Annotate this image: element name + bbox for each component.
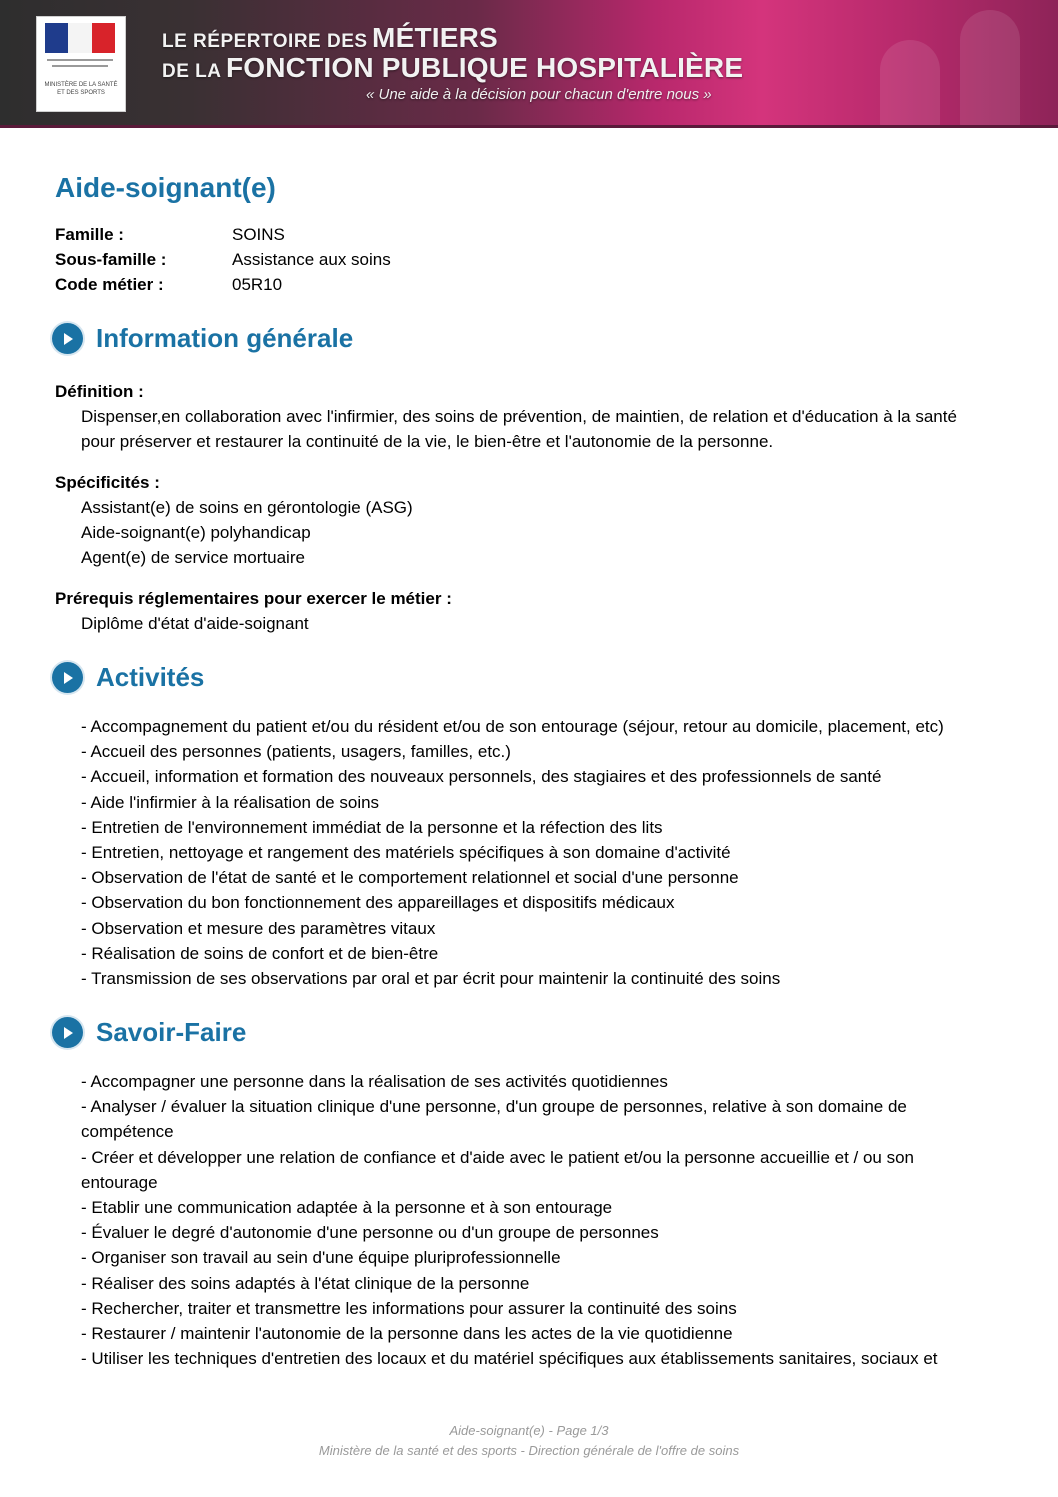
list-item: - Créer et développer une relation de confiance et d'aide avec le patient et/ou la personne accueillie et / ou son <box>81 1147 915 1167</box>
list-item: - Analyser / évaluer la situation clinique d'une personne, d'un groupe de personnes, relative à son domaine de <box>81 1097 907 1117</box>
silhouette-decoration <box>960 10 1020 128</box>
section-heading-savoir-faire: Savoir-Faire <box>52 1015 246 1049</box>
silhouette-decoration <box>880 40 940 128</box>
list-item: - Rechercher, traiter et transmettre les informations pour assurer la continuité des soins <box>81 1298 737 1318</box>
section-bullet-icon <box>52 662 83 693</box>
section-bullet-icon <box>52 323 83 354</box>
list-item: compétence <box>81 1122 174 1142</box>
section-heading-information: Information générale <box>52 321 353 355</box>
list-item: - Restaurer / maintenir l'autonomie de la personne dans les actes de la vie quotidienne <box>81 1324 733 1344</box>
list-item: - Accompagner une personne dans la réalisation de ses activités quotidiennes <box>81 1072 668 1091</box>
list-item: - Entretien de l'environnement immédiat de la personne et la réfection des lits <box>81 817 663 837</box>
list-item: - Observation du bon fonctionnement des appareillages et dispositifs médicaux <box>81 893 675 913</box>
footer-ministry: Ministère de la santé et des sports - Direction générale de l'offre de soins <box>318 1443 740 1458</box>
specificite-item: Agent(e) de service mortuaire <box>81 548 305 567</box>
specificite-item: Aide-soignant(e) polyhandicap <box>81 523 311 542</box>
list-item: - Aide l'infirmier à la réalisation de soins <box>81 792 380 812</box>
activites-list <box>81 714 1011 991</box>
list-item: - Entretien, nettoyage et rangement des matériels spécifiques à son domaine d'activité <box>81 843 731 863</box>
savoir-faire-list <box>81 1069 1011 1371</box>
list-item: - Organiser son travail au sein d'une équipe pluriprofessionnelle <box>81 1248 561 1268</box>
list-item: - Observation et mesure des paramètres vitaux <box>81 918 436 938</box>
list-item: - Accueil des personnes (patients, usagers, familles, etc.) <box>81 742 511 762</box>
prerequis-label: Prérequis réglementaires pour exercer le métier : <box>55 589 452 608</box>
page-title: Aide-soignant(e) <box>55 172 276 203</box>
list-item: - Observation de l'état de santé et le comportement relationnel et social d'une personne <box>81 868 739 888</box>
list-item: entourage <box>81 1172 158 1192</box>
banner-tagline: « Une aide à la décision pour chacun d'entre nous » <box>366 86 712 103</box>
section-bullet-icon <box>52 1017 83 1048</box>
flag-icon <box>45 23 115 53</box>
logo-caption: MINISTÈRE DE LA SANTÉ ET DES SPORTS <box>44 82 118 96</box>
meta-row-sous-famille: Sous-famille : Assistance aux soins <box>55 250 391 269</box>
job-meta <box>55 222 391 297</box>
ministry-logo <box>36 16 126 112</box>
section-heading-activites: Activités <box>52 660 204 694</box>
banner-title-line2: DE LA FONCTION PUBLIQUE HOSPITALIÈRE <box>162 52 744 83</box>
banner-title-line1: LE RÉPERTOIRE DES MÉTIERS <box>162 22 498 53</box>
meta-row-code-metier: Code métier : 05R10 <box>55 275 283 294</box>
prerequis-block <box>55 586 452 636</box>
list-item: - Accompagnement du patient et/ou du résident et/ou de son entourage (séjour, retour au domicile, placement, etc) <box>81 717 944 736</box>
header-banner <box>0 0 1058 128</box>
specificites-block <box>55 470 413 570</box>
list-item: - Réaliser des soins adaptés à l'état clinique de la personne <box>81 1273 530 1293</box>
list-item: - Transmission de ses observations par oral et par écrit pour maintenir la continuité des soins <box>81 969 781 989</box>
prerequis-value: Diplôme d'état d'aide-soignant <box>81 614 309 633</box>
list-item: - Utiliser les techniques d'entretien des locaux et du matériel spécifiques aux établissements sanitaires, sociaux et <box>81 1349 938 1369</box>
list-item: - Etablir une communication adaptée à la personne et à son entourage <box>81 1198 613 1218</box>
list-item: - Réalisation de soins de confort et de bien-être <box>81 943 439 963</box>
meta-row-famille: Famille : SOINS <box>55 225 285 244</box>
list-item: - Évaluer le degré d'autonomie d'une personne ou d'un groupe de personnes <box>81 1223 659 1243</box>
definition-block <box>55 379 957 454</box>
footer-page-number: Aide-soignant(e) - Page 1/3 <box>449 1423 609 1438</box>
definition-label: Définition : <box>55 382 144 401</box>
definition-line: pour préserver et restaurer la continuité de la vie, le bien-être et l'autonomie de la personne. <box>81 432 774 451</box>
specificite-item: Assistant(e) de soins en gérontologie (ASG) <box>81 498 413 517</box>
definition-line: Dispenser,en collaboration avec l'infirmier, des soins de prévention, de maintien, de relation et d'éducation à la santé <box>81 407 957 426</box>
list-item: - Accueil, information et formation des nouveaux personnels, des stagiaires et des professionnels de santé <box>81 767 882 787</box>
specificites-label: Spécificités : <box>55 473 160 492</box>
